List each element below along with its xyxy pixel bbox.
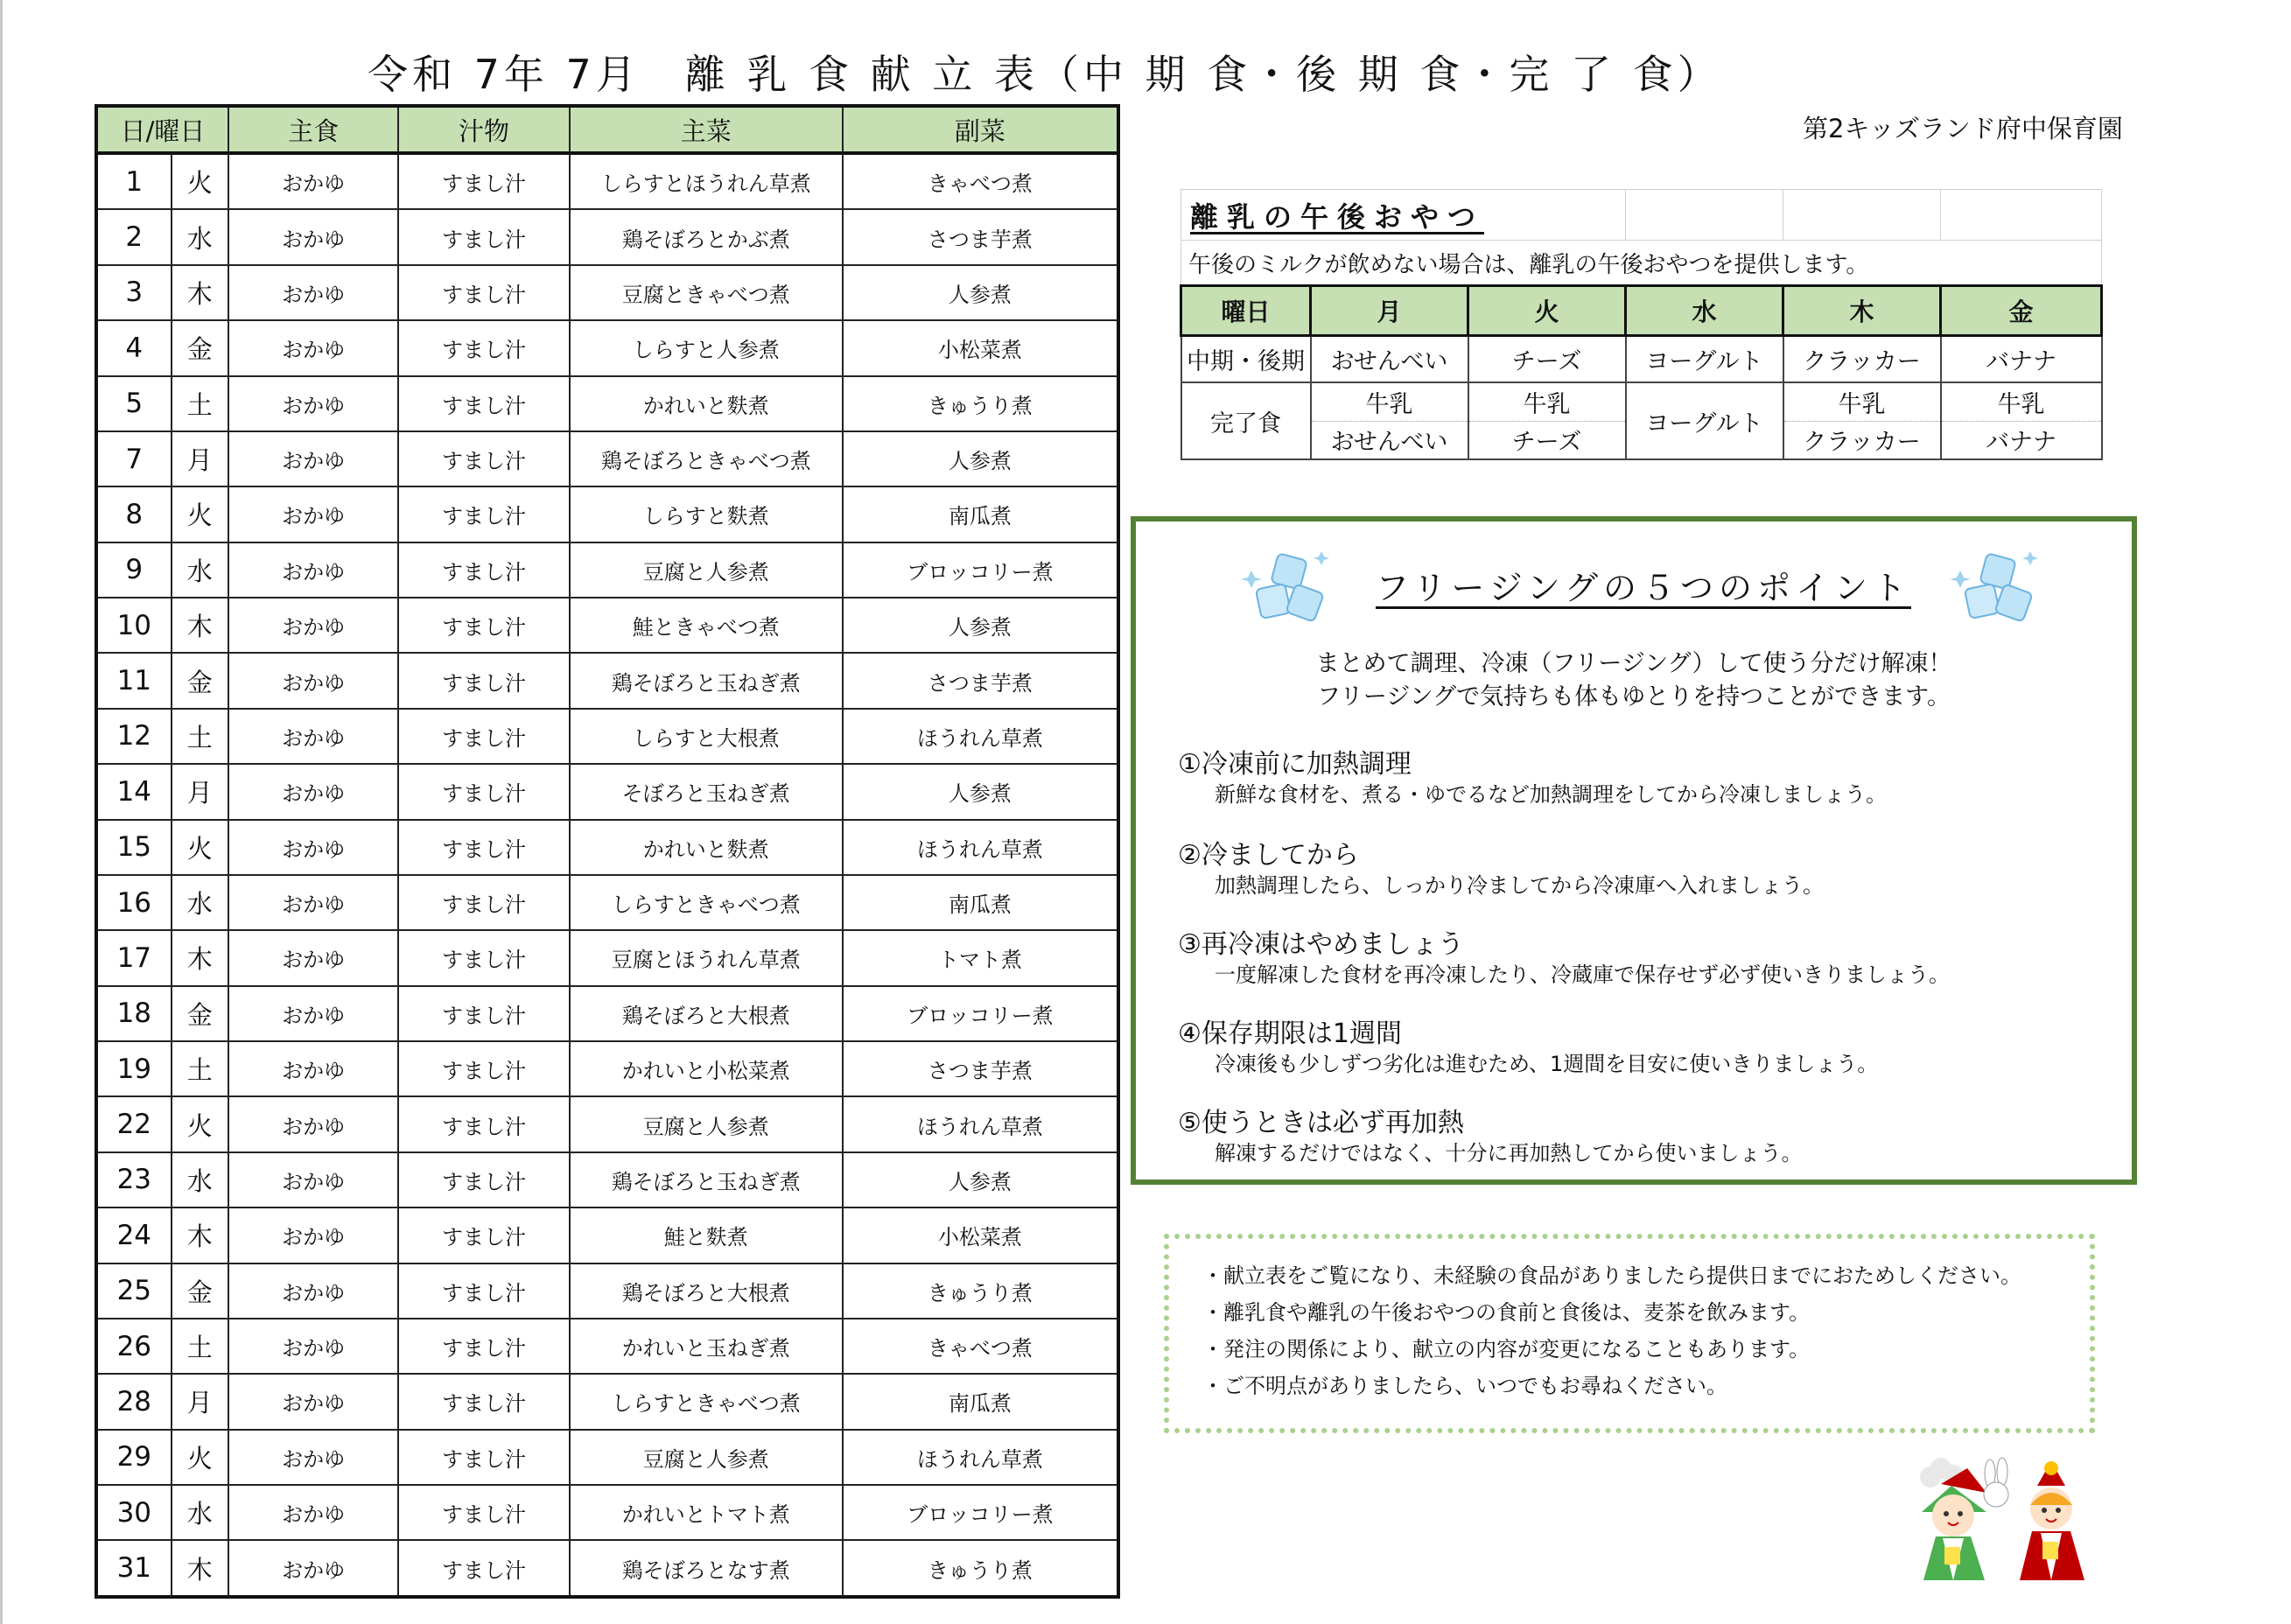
snack-section [1180, 189, 2100, 460]
soup: すまし汁 [398, 1096, 569, 1152]
day-number: 15 [96, 820, 172, 875]
point-heading: ④保存期限は1週間 [1178, 1018, 1402, 1049]
main-dish: しらすと人参煮 [570, 320, 843, 375]
snack-note: 午後のミルクが飲めない場合は、離乳の午後おやつを提供します。 [1181, 241, 2102, 286]
staple: おかゆ [228, 820, 398, 875]
header-soup: 汁物 [398, 106, 569, 153]
side-dish: さつま芋煮 [843, 1041, 1118, 1096]
snack-final-mon-1: 牛乳 [1311, 382, 1468, 421]
header-main: 主菜 [570, 106, 843, 153]
freezing-points-box [1131, 516, 2137, 1185]
day-number: 31 [96, 1540, 172, 1597]
day-number: 29 [96, 1430, 172, 1485]
soup: すまし汁 [398, 209, 569, 264]
main-dish: 鶏そぼろときゃべつ煮 [570, 431, 843, 486]
staple: おかゆ [228, 986, 398, 1041]
snack-title: 離乳の午後おやつ [1181, 190, 1626, 241]
menu-row [96, 1096, 1118, 1152]
menu-row [96, 930, 1118, 985]
main-dish: 鶏そぼろとかぶ煮 [570, 209, 843, 264]
soup: すまし汁 [398, 486, 569, 542]
snack-row-final-top [1181, 382, 2102, 421]
header-day: 日/曜日 [96, 106, 228, 153]
ice-cube-icon [1950, 544, 2046, 640]
snack-header-row [1181, 286, 2102, 335]
side-dish: 人参煮 [843, 1152, 1118, 1208]
staple: おかゆ [228, 431, 398, 486]
note-item: ・離乳食や離乳の午後おやつの食前と食後は、麦茶を飲みます。 [1202, 1300, 1811, 1325]
soup: すまし汁 [398, 1374, 569, 1429]
day-number: 28 [96, 1374, 172, 1429]
soup: すまし汁 [398, 709, 569, 764]
day-number: 3 [96, 265, 172, 320]
weekday: 金 [172, 320, 228, 375]
side-dish: ほうれん草煮 [843, 709, 1118, 764]
menu-row [96, 875, 1118, 930]
snack-mid-fri: バナナ [1941, 335, 2102, 382]
weekday: 金 [172, 653, 228, 708]
soup: すまし汁 [398, 820, 569, 875]
side-dish: ほうれん草煮 [843, 1096, 1118, 1152]
header-staple: 主食 [228, 106, 398, 153]
soup: すまし汁 [398, 764, 569, 819]
menu-row [96, 486, 1118, 542]
main-dish: 豆腐ときゃべつ煮 [570, 265, 843, 320]
snack-day-mon: 月 [1311, 286, 1468, 335]
side-dish: ブロッコリー煮 [843, 1485, 1118, 1540]
point-text: 一度解凍した食材を再冷凍したり、冷蔵庫で保存せず必ず使いきりましょう。 [1215, 962, 1950, 987]
point-text: 加熱調理したら、しっかり冷ましてから冷凍庫へ入れましょう。 [1215, 873, 1824, 898]
snack-final-thu-2: クラッカー [1783, 421, 1941, 459]
main-dish: しらすと大根煮 [570, 709, 843, 764]
side-dish: きゅうり煮 [843, 376, 1118, 431]
staple: おかゆ [228, 1374, 398, 1429]
weekday: 火 [172, 820, 228, 875]
snack-day-tue: 火 [1468, 286, 1626, 335]
main-dish: 豆腐とほうれん草煮 [570, 930, 843, 985]
side-dish: ほうれん草煮 [843, 820, 1118, 875]
staple: おかゆ [228, 598, 398, 653]
side-dish: 南瓜煮 [843, 486, 1118, 542]
staple: おかゆ [228, 209, 398, 264]
staple: おかゆ [228, 1540, 398, 1597]
weekday: 水 [172, 209, 228, 264]
day-number: 16 [96, 875, 172, 930]
menu-row [96, 431, 1118, 486]
soup: すまし汁 [398, 1430, 569, 1485]
staple: おかゆ [228, 1485, 398, 1540]
main-dish: しらすときゃべつ煮 [570, 1374, 843, 1429]
menu-row [96, 265, 1118, 320]
side-dish: さつま芋煮 [843, 209, 1118, 264]
side-dish: 南瓜煮 [843, 1374, 1118, 1429]
day-number: 18 [96, 986, 172, 1041]
menu-row [96, 1319, 1118, 1374]
weekday: 月 [172, 764, 228, 819]
menu-header-row [96, 106, 1118, 153]
point-text: 新鮮な食材を、煮る・ゆでるなど加熱調理をしてから冷凍しましょう。 [1215, 782, 1887, 807]
snack-day-thu: 木 [1783, 286, 1941, 335]
day-number: 26 [96, 1319, 172, 1374]
side-dish: 人参煮 [843, 598, 1118, 653]
side-dish: 小松菜煮 [843, 1208, 1118, 1263]
weekday: 土 [172, 709, 228, 764]
soup: すまし汁 [398, 265, 569, 320]
menu-row [96, 1264, 1118, 1319]
staple: おかゆ [228, 1319, 398, 1374]
day-number: 7 [96, 431, 172, 486]
point-heading: ①冷凍前に加熱調理 [1178, 749, 1412, 780]
staple: おかゆ [228, 486, 398, 542]
main-dish: しらすとほうれん草煮 [570, 153, 843, 209]
day-number: 14 [96, 764, 172, 819]
staple: おかゆ [228, 153, 398, 209]
day-number: 30 [96, 1485, 172, 1540]
side-dish: きゅうり煮 [843, 1264, 1118, 1319]
day-number: 4 [96, 320, 172, 375]
page-edge [0, 0, 3, 1624]
weekday: 金 [172, 1264, 228, 1319]
menu-row [96, 1430, 1118, 1485]
snack-row-mid [1181, 335, 2102, 382]
menu-row [96, 1152, 1118, 1208]
main-dish: かれいと麩煮 [570, 376, 843, 431]
note-item: ・発注の関係により、献立の内容が変更になることもあります。 [1202, 1337, 1811, 1362]
school-name: 第2キッズランド府中保育園 [1803, 114, 2123, 144]
staple: おかゆ [228, 1152, 398, 1208]
weekday: 水 [172, 542, 228, 598]
side-dish: さつま芋煮 [843, 653, 1118, 708]
day-number: 10 [96, 598, 172, 653]
side-dish: 南瓜煮 [843, 875, 1118, 930]
menu-row [96, 764, 1118, 819]
menu-row [96, 820, 1118, 875]
note-item: ・ご不明点がありましたら、いつでもお尋ねください。 [1202, 1374, 1727, 1398]
main-dish: 豆腐と人参煮 [570, 542, 843, 598]
point-text: 解凍するだけではなく、十分に再加熱してから使いましょう。 [1215, 1141, 1803, 1166]
menu-row [96, 376, 1118, 431]
staple: おかゆ [228, 1430, 398, 1485]
staple: おかゆ [228, 320, 398, 375]
soup: すまし汁 [398, 598, 569, 653]
main-dish: 鶏そぼろと大根煮 [570, 1264, 843, 1319]
weekday: 木 [172, 265, 228, 320]
snack-final-fri-2: バナナ [1941, 421, 2102, 459]
weekday: 月 [172, 431, 228, 486]
point-heading: ②冷ましてから [1178, 840, 1359, 871]
day-number: 1 [96, 153, 172, 209]
day-number: 9 [96, 542, 172, 598]
side-dish: きゃべつ煮 [843, 1319, 1118, 1374]
weekday: 金 [172, 986, 228, 1041]
soup: すまし汁 [398, 653, 569, 708]
menu-row [96, 653, 1118, 708]
menu-row [96, 153, 1118, 209]
snack-day-wed: 水 [1626, 286, 1783, 335]
staple: おかゆ [228, 542, 398, 598]
soup: すまし汁 [398, 320, 569, 375]
snack-final-fri-1: 牛乳 [1941, 382, 2102, 421]
weekday: 火 [172, 486, 228, 542]
main-dish: しらすときゃべつ煮 [570, 875, 843, 930]
main-dish: 鶏そぼろと大根煮 [570, 986, 843, 1041]
menu-row [96, 1208, 1118, 1263]
notes-box [1164, 1234, 2095, 1433]
menu-row [96, 709, 1118, 764]
soup: すまし汁 [398, 1152, 569, 1208]
menu-row [96, 598, 1118, 653]
main-dish: 鶏そぼろと玉ねぎ煮 [570, 653, 843, 708]
snack-mid-mon: おせんべい [1311, 335, 1468, 382]
snack-mid-thu: クラッカー [1783, 335, 1941, 382]
snack-final-wed: ヨーグルト [1626, 382, 1783, 459]
weekday: 火 [172, 1430, 228, 1485]
side-dish: 人参煮 [843, 764, 1118, 819]
soup: すまし汁 [398, 542, 569, 598]
weekday: 火 [172, 153, 228, 209]
menu-row [96, 1041, 1118, 1096]
staple: おかゆ [228, 875, 398, 930]
freezing-intro: まとめて調理、冷凍（フリージング）して使う分だけ解凍！ [1315, 650, 1952, 677]
note-item: ・献立表をご覧になり、未経験の食品がありましたら提供日までにおためしください。 [1202, 1264, 2021, 1288]
staple: おかゆ [228, 764, 398, 819]
snack-final-mon-2: おせんべい [1311, 421, 1468, 459]
menu-row [96, 1374, 1118, 1429]
staple: おかゆ [228, 265, 398, 320]
snack-mid-tue: チーズ [1468, 335, 1626, 382]
staple: おかゆ [228, 930, 398, 985]
main-dish: 鶏そぼろと玉ねぎ煮 [570, 1152, 843, 1208]
day-number: 23 [96, 1152, 172, 1208]
weekday: 木 [172, 930, 228, 985]
staple: おかゆ [228, 653, 398, 708]
main-dish: かれいと小松菜煮 [570, 1041, 843, 1096]
staple: おかゆ [228, 1264, 398, 1319]
day-number: 24 [96, 1208, 172, 1263]
freezing-title: フリージングの５つのポイント [1375, 569, 1911, 607]
side-dish: きゃべつ煮 [843, 153, 1118, 209]
soup: すまし汁 [398, 875, 569, 930]
mascot-children-icon [1906, 1451, 2098, 1582]
snack-final-tue-2: チーズ [1468, 421, 1626, 459]
weekday: 水 [172, 1152, 228, 1208]
point-heading: ③再冷凍はやめましょう [1178, 929, 1464, 960]
weekday: 木 [172, 1208, 228, 1263]
side-dish: ほうれん草煮 [843, 1430, 1118, 1485]
side-dish: ブロッコリー煮 [843, 986, 1118, 1041]
side-dish: 人参煮 [843, 431, 1118, 486]
weekday: 火 [172, 1096, 228, 1152]
soup: すまし汁 [398, 431, 569, 486]
weekday: 月 [172, 1374, 228, 1429]
weekday: 土 [172, 1319, 228, 1374]
page-title: 令和 7年 7月 離 乳 食 献 立 表（中 期 食・後 期 食・完 了 食） [368, 51, 1722, 98]
day-number: 8 [96, 486, 172, 542]
soup: すまし汁 [398, 1264, 569, 1319]
menu-row [96, 1540, 1118, 1597]
soup: すまし汁 [398, 1208, 569, 1263]
menu-row [96, 542, 1118, 598]
weekday: 水 [172, 875, 228, 930]
menu-row [96, 209, 1118, 264]
side-dish: トマト煮 [843, 930, 1118, 985]
day-number: 22 [96, 1096, 172, 1152]
main-dish: かれいと玉ねぎ煮 [570, 1319, 843, 1374]
soup: すまし汁 [398, 986, 569, 1041]
main-dish: しらすと麩煮 [570, 486, 843, 542]
menu-row [96, 320, 1118, 375]
main-dish: そぼろと玉ねぎ煮 [570, 764, 843, 819]
main-dish: 鶏そぼろとなす煮 [570, 1540, 843, 1597]
ice-cube-icon [1241, 544, 1337, 640]
staple: おかゆ [228, 1041, 398, 1096]
weekday: 土 [172, 376, 228, 431]
soup: すまし汁 [398, 1319, 569, 1374]
main-dish: 豆腐と人参煮 [570, 1430, 843, 1485]
staple: おかゆ [228, 1208, 398, 1263]
snack-header-weekday: 曜日 [1181, 286, 1311, 335]
weekday: 水 [172, 1485, 228, 1540]
soup: すまし汁 [398, 1485, 569, 1540]
freezing-intro: フリージングで気持ちも体もゆとりを持つことができます。 [1316, 683, 1951, 710]
staple: おかゆ [228, 709, 398, 764]
menu-row [96, 986, 1118, 1041]
main-dish: 鮭ときゃべつ煮 [570, 598, 843, 653]
day-number: 19 [96, 1041, 172, 1096]
soup: すまし汁 [398, 930, 569, 985]
soup: すまし汁 [398, 153, 569, 209]
main-dish: かれいと麩煮 [570, 820, 843, 875]
snack-label-final: 完了食 [1181, 382, 1311, 459]
soup: すまし汁 [398, 1041, 569, 1096]
snack-table [1180, 189, 2103, 460]
side-dish: きゅうり煮 [843, 1540, 1118, 1597]
soup: すまし汁 [398, 1540, 569, 1597]
snack-label-mid: 中期・後期 [1181, 335, 1311, 382]
staple: おかゆ [228, 376, 398, 431]
menu-row [96, 1485, 1118, 1540]
point-heading: ⑤使うときは必ず再加熱 [1178, 1108, 1464, 1138]
day-number: 25 [96, 1264, 172, 1319]
main-dish: かれいとトマト煮 [570, 1485, 843, 1540]
day-number: 11 [96, 653, 172, 708]
weekday: 木 [172, 598, 228, 653]
soup: すまし汁 [398, 376, 569, 431]
staple: おかゆ [228, 1096, 398, 1152]
side-dish: 小松菜煮 [843, 320, 1118, 375]
point-text: 冷凍後も少しずつ劣化は進むため、1週間を目安に使いきりましょう。 [1215, 1052, 1879, 1076]
snack-final-thu-1: 牛乳 [1783, 382, 1941, 421]
day-number: 17 [96, 930, 172, 985]
side-dish: 人参煮 [843, 265, 1118, 320]
main-dish: 豆腐と人参煮 [570, 1096, 843, 1152]
day-number: 5 [96, 376, 172, 431]
snack-final-tue-1: 牛乳 [1468, 382, 1626, 421]
header-side: 副菜 [843, 106, 1118, 153]
snack-day-fri: 金 [1941, 286, 2102, 335]
day-number: 2 [96, 209, 172, 264]
menu-table [95, 104, 1120, 1599]
snack-mid-wed: ヨーグルト [1626, 335, 1783, 382]
weekday: 木 [172, 1540, 228, 1597]
weekday: 土 [172, 1041, 228, 1096]
day-number: 12 [96, 709, 172, 764]
main-dish: 鮭と麩煮 [570, 1208, 843, 1263]
side-dish: ブロッコリー煮 [843, 542, 1118, 598]
